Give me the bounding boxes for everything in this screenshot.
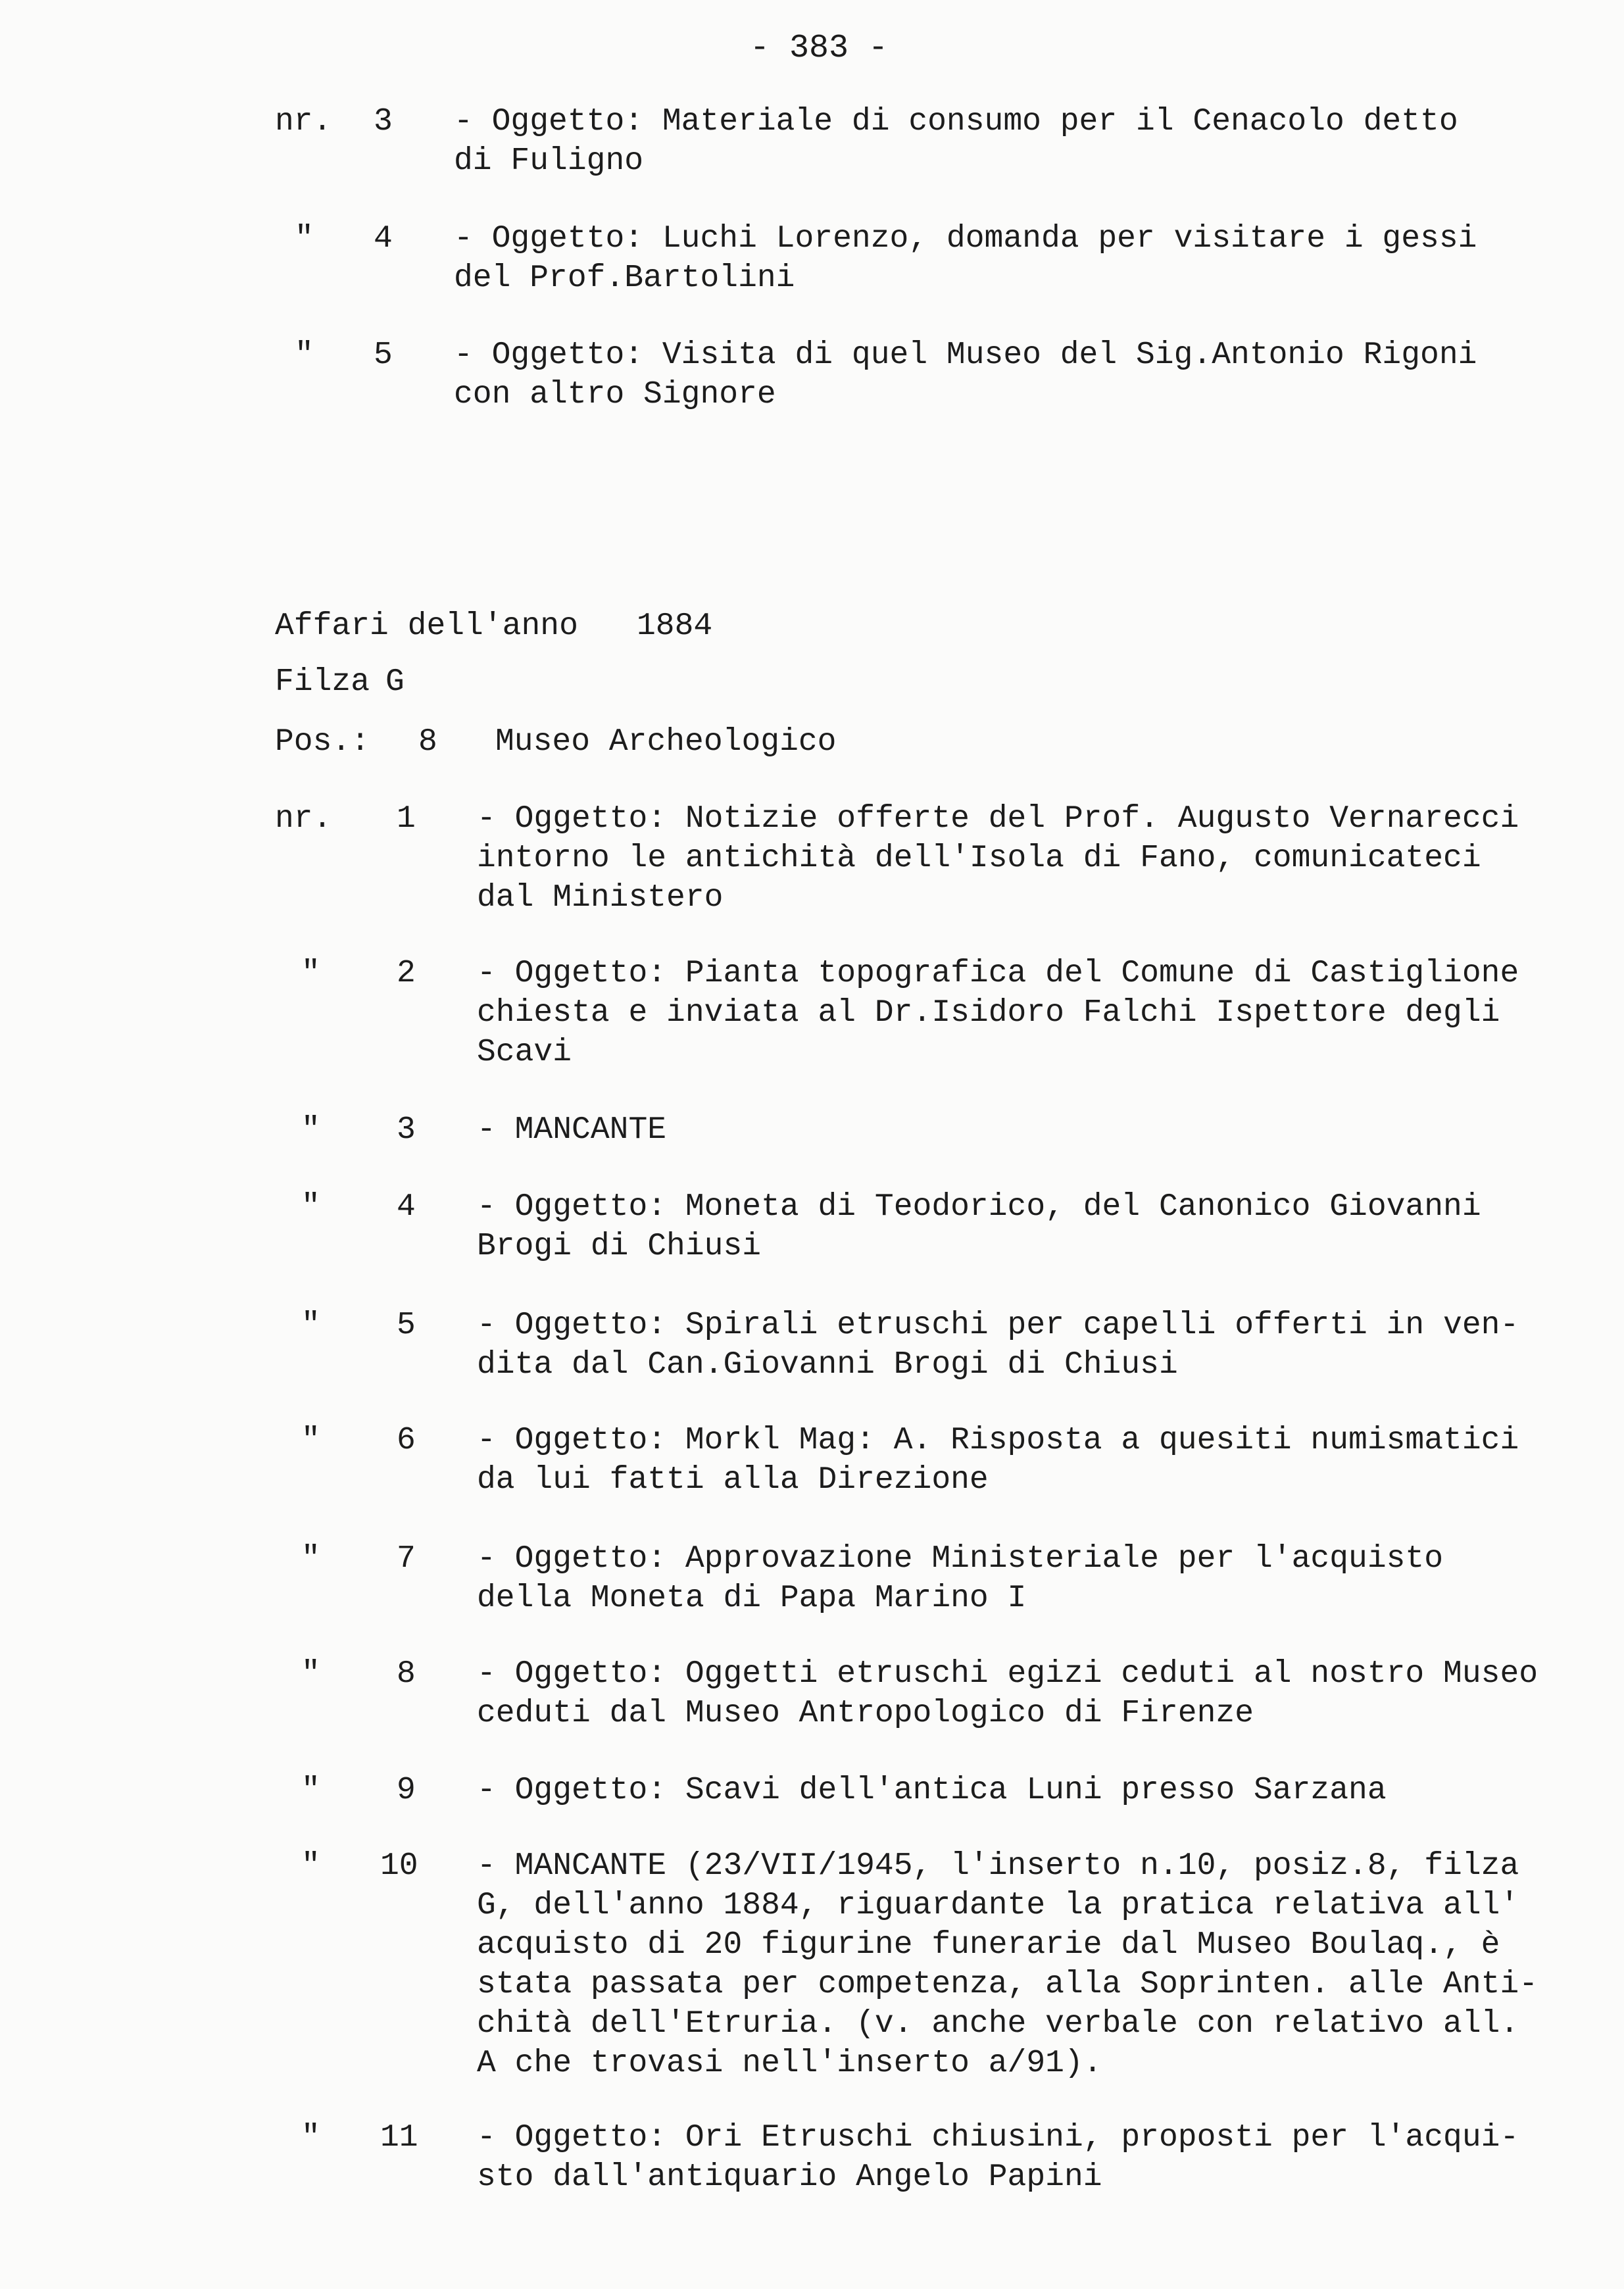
entry-text: [477, 1539, 1443, 1618]
entry-text-line: - MANCANTE (23/VII/1945, l'inserto n.10, posiz.8, filza: [477, 1848, 1519, 1884]
entry-text: [477, 1421, 1519, 1500]
entry-text-line: - Oggetto: Pianta topografica del Comune di Castiglione: [477, 956, 1519, 991]
entry-number: 6: [397, 1423, 416, 1458]
entry-text: [477, 1654, 1538, 1733]
entry-text-line: chiesta e inviata al Dr.Isidoro Falchi Ispettore degli: [477, 995, 1500, 1031]
ditto-mark: ": [295, 337, 314, 373]
entry-text-line: - MANCANTE: [477, 1112, 667, 1148]
entry-text-line: acquisto di 20 figurine funerarie dal Museo Boulaq., è: [477, 1927, 1500, 1963]
ditto-mark: ": [301, 1848, 320, 1884]
ditto-mark: ": [301, 1656, 320, 1692]
entry-text-line: G, dell'anno 1884, riguardante la pratica relativa all': [477, 1888, 1519, 1923]
entry-text: [477, 1187, 1481, 1266]
entry-text-line: - Oggetto: Oggetti etruschi egizi ceduti al nostro Museo: [477, 1656, 1538, 1692]
entry-text-line: A che trovasi nell'inserto a/91).: [477, 2046, 1102, 2081]
entry-text-line: - Oggetto: Luchi Lorenzo, domanda per visitare i gessi: [454, 221, 1477, 257]
entry-number: 8: [397, 1656, 416, 1692]
entry-text: [477, 1110, 666, 1150]
entry-number: 4: [397, 1189, 416, 1225]
entry-text: [477, 1846, 1538, 2083]
entry-text-line: del Prof.Bartolini: [454, 260, 795, 296]
entry-text-line: - Oggetto: Materiale di consumo per il Cenacolo detto: [454, 104, 1458, 139]
ditto-mark: ": [295, 221, 314, 257]
entry-text: [477, 954, 1519, 1072]
ditto-mark: ": [301, 1773, 320, 1808]
entry-number: 7: [397, 1541, 416, 1577]
entry-text-line: dita dal Can.Giovanni Brogi di Chiusi: [477, 1347, 1178, 1383]
entry-text-line: dal Ministero: [477, 880, 724, 916]
entry-text-line: Scavi: [477, 1035, 572, 1070]
entry-text-line: ceduti dal Museo Antropologico di Firenze: [477, 1696, 1254, 1731]
affari-line: [275, 606, 713, 646]
ditto-mark: ": [301, 2120, 320, 2155]
ditto-mark: ": [301, 1189, 320, 1225]
page-number: - 383 -: [750, 30, 889, 67]
entry-text-line: stata passata per competenza, alla Soprinten. alle Anti-: [477, 1967, 1538, 2002]
filza-label: Filza: [275, 664, 370, 700]
ditto-mark: ": [301, 1423, 320, 1458]
entry-text-line: - Oggetto: Scavi dell'antica Luni presso Sarzana: [477, 1773, 1387, 1808]
filza-line: [275, 662, 405, 702]
entry-text-line: - Oggetto: Moneta di Teodorico, del Canonico Giovanni: [477, 1189, 1481, 1225]
entry-number: 3: [397, 1112, 416, 1148]
entry-text-line: - Oggetto: Notizie offerte del Prof. Augusto Vernarecci: [477, 801, 1519, 837]
entry-label: nr.: [275, 801, 332, 837]
entry-text-line: - Oggetto: Visita di quel Museo del Sig.Antonio Rigoni: [454, 337, 1477, 373]
entry-text-line: della Moneta di Papa Marino I: [477, 1581, 1027, 1616]
ditto-mark: ": [301, 956, 320, 991]
entry-text: [477, 799, 1519, 918]
position-label: Pos.:: [275, 724, 370, 760]
entry-text-line: di Fuligno: [454, 143, 644, 179]
entry-text-line: - Oggetto: Morkl Mag: A. Risposta a quesiti numismatici: [477, 1423, 1519, 1458]
entry-text-line: con altro Signore: [454, 377, 776, 412]
entry-number: 4: [374, 221, 393, 257]
affari-year: 1884: [637, 608, 713, 644]
entry-text-line: - Oggetto: Ori Etruschi chiusini, proposti per l'acqui-: [477, 2120, 1519, 2155]
entry-text: [477, 2118, 1519, 2197]
entry-text-line: da lui fatti alla Direzione: [477, 1462, 989, 1498]
ditto-mark: ": [301, 1541, 320, 1577]
entry-text: [477, 1306, 1519, 1385]
entry-number: 2: [397, 956, 416, 991]
entry-text: [454, 335, 1477, 414]
entry-text-line: - Oggetto: Approvazione Ministeriale per l'acquisto: [477, 1541, 1444, 1577]
entry-text-line: - Oggetto: Spirali etruschi per capelli offerti in ven-: [477, 1308, 1519, 1343]
ditto-mark: ": [301, 1112, 320, 1148]
position-title: Museo Archeologico: [495, 724, 837, 760]
entry-number: 11: [380, 2120, 418, 2155]
affari-label: Affari dell'anno: [275, 608, 578, 644]
entry-text-line: chità dell'Etruria. (v. anche verbale con relativo all.: [477, 2006, 1519, 2042]
filza-value: G: [385, 664, 405, 700]
ditto-mark: ": [301, 1308, 320, 1343]
entry-number: 3: [374, 104, 393, 139]
entry-number: 9: [397, 1773, 416, 1808]
entry-number: 5: [397, 1308, 416, 1343]
entry-text-line: Brogi di Chiusi: [477, 1229, 762, 1264]
entry-number: 5: [374, 337, 393, 373]
entry-number: 1: [397, 801, 416, 837]
entry-text: [477, 1771, 1387, 1810]
position-number: 8: [418, 724, 437, 760]
entry-text: [454, 102, 1458, 181]
entry-number: 10: [380, 1848, 418, 1884]
entry-text-line: sto dall'antiquario Angelo Papini: [477, 2159, 1102, 2195]
entry-text: [454, 219, 1477, 298]
position-line: [275, 722, 837, 762]
entry-text-line: intorno le antichità dell'Isola di Fano, comunicateci: [477, 841, 1481, 876]
entry-label: nr.: [275, 104, 332, 139]
